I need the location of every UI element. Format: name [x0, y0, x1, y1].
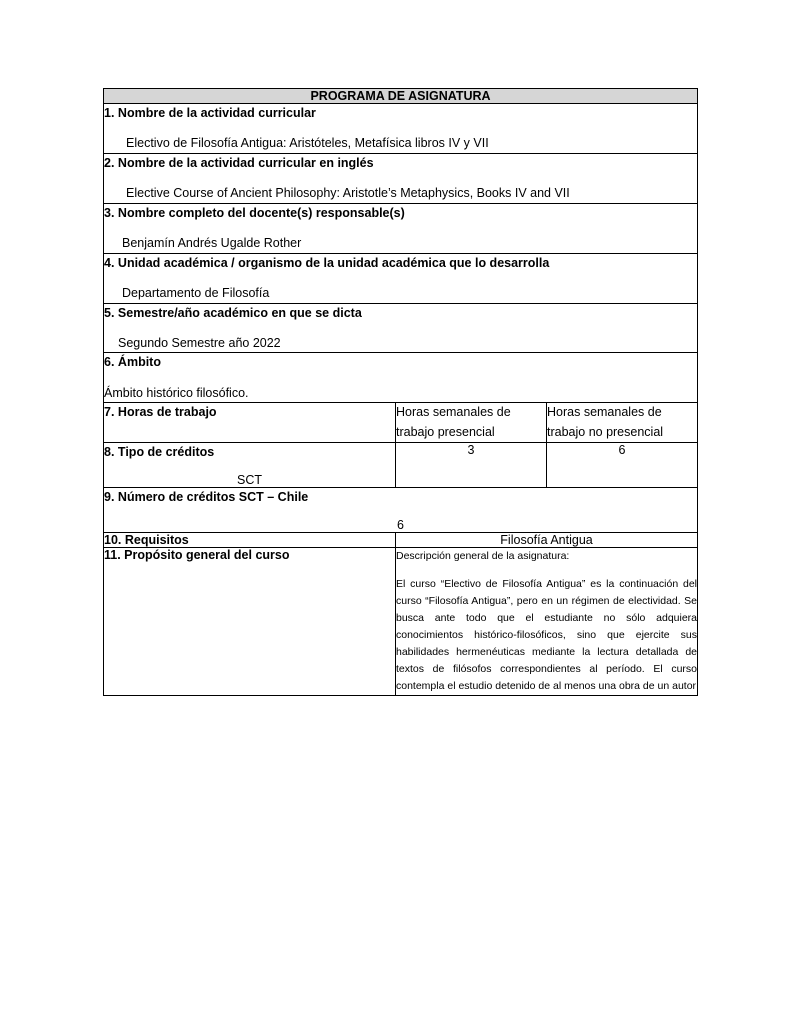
section-5-cell [104, 303, 698, 353]
section-1-heading [104, 104, 697, 122]
section-5-number: 5. [104, 305, 115, 320]
section-2-cell [104, 153, 698, 203]
section-2-heading [104, 154, 697, 172]
purpose-body-text: El curso “Electivo de Filosofía Antigua” es la continuación del curso “Filosofía Antigua”, pero en un régimen de electividad. Se busca ante todo que el estudiante no sólo adquiera conocimientos histórico-filosóficos, sino que ejercite sus habilidades hermenéuticas mediante la lectura detallada de textos de filósofos correspondientes al período. El curso contempla el estudio detenido de al menos una obra de un autor [396, 578, 698, 693]
section-6-heading-text: Ámbito [117, 355, 161, 370]
credit-type-value: SCT [237, 473, 262, 488]
table-row-section-5 [104, 303, 698, 353]
section-10-cell [104, 533, 396, 548]
section-2-body: Elective Course of Ancient Philosophy: Aristotle’s Metaphysics, Books IV and VII [126, 186, 570, 200]
section-6-heading [104, 353, 697, 371]
section-2-number: 2. [104, 155, 115, 170]
section-10-number: 10 [104, 533, 118, 548]
section-11-cell [104, 548, 396, 696]
table-row-section-4 [104, 253, 698, 303]
section-3-heading [104, 204, 697, 222]
table-row-section-6 [104, 353, 698, 403]
section-3-body: Benjamín Andrés Ugalde Rother [122, 235, 302, 250]
section-9-number: 9. [104, 490, 115, 505]
table-row-credit-type [104, 443, 698, 488]
document-title: PROGRAMA DE ASIGNATURA [104, 89, 698, 104]
table-row-title [104, 89, 698, 104]
section-11-heading-text: . Propósito general del curso [117, 548, 290, 563]
section-1-body: Electivo de Filosofía Antigua: Aristóteles, Metafísica libros IV y VII [126, 136, 489, 151]
section-3-number: 3. [104, 205, 115, 220]
section-10-heading-text: . Requisitos [117, 533, 189, 548]
section-5-heading [104, 304, 697, 322]
section-7-heading [104, 403, 395, 421]
syllabus-table [103, 88, 698, 696]
purpose-body-label: Descripción general de la asignatura: [396, 550, 570, 563]
section-4-heading-text: Unidad académica / organismo de la unidad académica que lo desarrolla [117, 255, 550, 270]
section-4-cell [104, 253, 698, 303]
table-row-section-1 [104, 104, 698, 154]
section-1-cell [104, 104, 698, 154]
requirements-value: Filosofía Antigua [396, 533, 698, 548]
credit-number-value: 6 [397, 518, 404, 533]
section-6-number: 6. [104, 355, 115, 370]
table-row-section-3 [104, 203, 698, 253]
section-9-cell [104, 488, 698, 533]
section-7-heading-text: Horas de trabajo [117, 405, 217, 420]
section-3-heading-text: Nombre completo del docente(s) responsable(s) [117, 205, 405, 220]
hours-no-presencial-value: 6 [547, 443, 698, 488]
table-row-section-2 [104, 153, 698, 203]
section-6-cell [104, 353, 698, 403]
hours-no-presencial-header: Horas semanales de trabajo no presencial [547, 403, 698, 443]
section-5-heading-text: Semestre/año académico en que se dicta [117, 305, 362, 320]
table-row-credit-number [104, 488, 698, 533]
section-11-number: 11 [104, 548, 118, 563]
section-7-cell [104, 403, 396, 443]
section-9-heading [104, 488, 697, 506]
table-row-requirements [104, 533, 698, 548]
section-4-number: 4. [104, 255, 115, 270]
section-9-heading-text: Número de créditos SCT – Chile [117, 490, 309, 505]
section-1-number: 1. [104, 106, 115, 120]
section-8-heading-text: Tipo de créditos [117, 445, 215, 459]
table-row-hours-header [104, 403, 698, 443]
section-8-heading [104, 443, 395, 461]
section-2-heading-text: Nombre de la actividad curricular en inglés [117, 155, 374, 170]
section-5-body: Segundo Semestre año 2022 [118, 335, 281, 350]
section-3-cell [104, 203, 698, 253]
hours-presencial-value: 3 [396, 443, 547, 488]
section-1-heading-text: Nombre de la actividad curricular [117, 106, 316, 120]
purpose-body-cell [396, 548, 698, 696]
hours-presencial-header: Horas semanales de trabajo presencial [396, 403, 547, 443]
section-4-heading [104, 254, 697, 272]
section-8-cell [104, 443, 396, 488]
section-4-body: Departamento de Filosofía [122, 285, 270, 300]
table-row-purpose [104, 548, 698, 696]
section-8-number: 8. [104, 445, 115, 459]
section-6-body: Ámbito histórico filosófico. [104, 385, 249, 400]
section-7-number: 7. [104, 405, 115, 420]
